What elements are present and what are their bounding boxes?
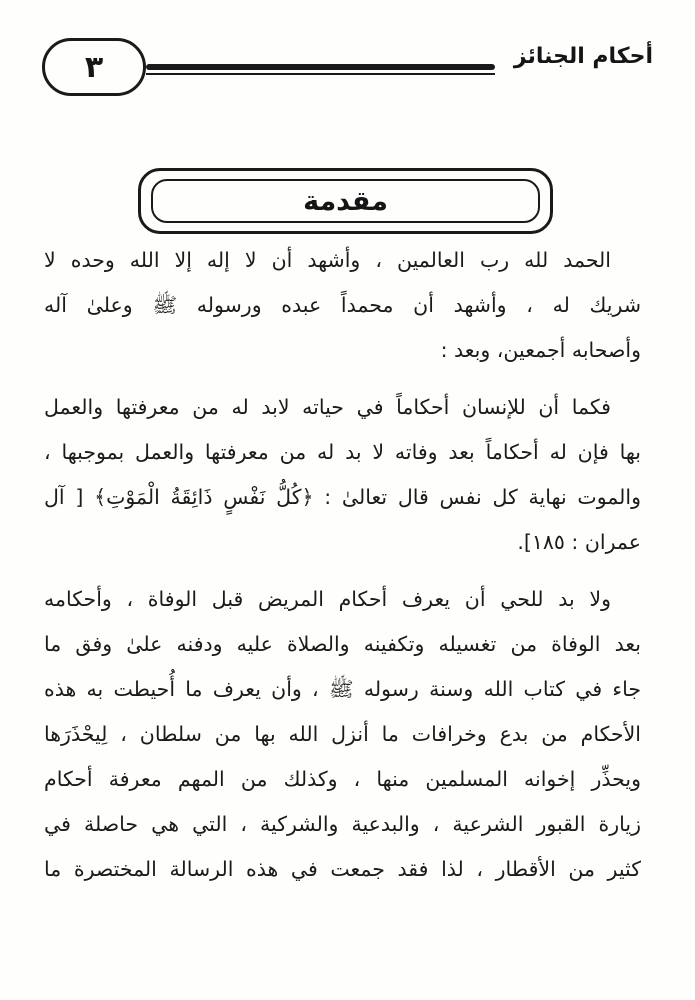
header-rule — [146, 64, 495, 70]
text-line: جاء في كتاب الله وسنة رسوله ﷺ ، وأن يعرف ما أُحيطت به هذه — [44, 677, 641, 701]
text-line: كثير من الأقطار ، لذا فقد جمعت في هذه الرسالة المختصرة ما — [44, 857, 641, 881]
paragraph-gap — [44, 565, 641, 577]
text-line: بها فإن له أحكاماً بعد وفاته لا بد له من معرفتها والعمل بموجبها ، — [44, 440, 641, 464]
text-line: بعد الوفاة من تغسيله وتكفينه والصلاة عليه ودفنه علىٰ وفق ما — [44, 632, 641, 656]
section-heading-inner-frame — [151, 179, 540, 223]
section-title: مقدمة — [303, 185, 388, 217]
text-line: الأحكام من بدع وخرافات ما أنزل الله بها من سلطان ، لِيحْذَرَها — [44, 722, 641, 746]
text-line: والموت نهاية كل نفس قال تعالىٰ : ﴿كُلُّ نَفْسٍ ذَائِقَةُ الْمَوْتِ﴾ [ آل — [44, 485, 641, 509]
page-number-frame — [42, 38, 146, 96]
text-line: وأصحابه أجمعين، وبعد : — [440, 338, 641, 362]
text-line: ويحذِّر إخوانه المسلمين منها ، وكذلك من المهم معرفة أحكام — [44, 767, 641, 791]
book-title: أحكام الجنائز — [513, 44, 653, 69]
paragraph-2 — [44, 385, 641, 565]
section-heading-frame — [138, 168, 553, 234]
paragraph-1 — [44, 238, 641, 373]
paragraph-gap — [44, 373, 641, 385]
text-line: ولا بد للحي أن يعرف أحكام المريض قبل الوفاة ، وأحكامه — [44, 587, 611, 611]
text-line: شريك له ، وأشهد أن محمداً عبده ورسوله ﷺ وعلىٰ آله — [44, 293, 641, 317]
text-line: زيارة القبور الشرعية ، والبدعية والشركية ، التي هي حاصلة في — [44, 812, 641, 836]
running-header — [38, 36, 653, 106]
text-line: الحمد لله رب العالمين ، وأشهد أن لا إله إلا الله وحده لا — [44, 248, 611, 272]
text-line: عمران : ١٨٥]. — [517, 530, 641, 554]
body-text — [44, 238, 641, 892]
text-line: فكما أن للإنسان أحكاماً في حياته لابد له من معرفتها والعمل — [44, 395, 611, 419]
paragraph-3 — [44, 577, 641, 892]
page-number: ٣ — [84, 49, 104, 85]
